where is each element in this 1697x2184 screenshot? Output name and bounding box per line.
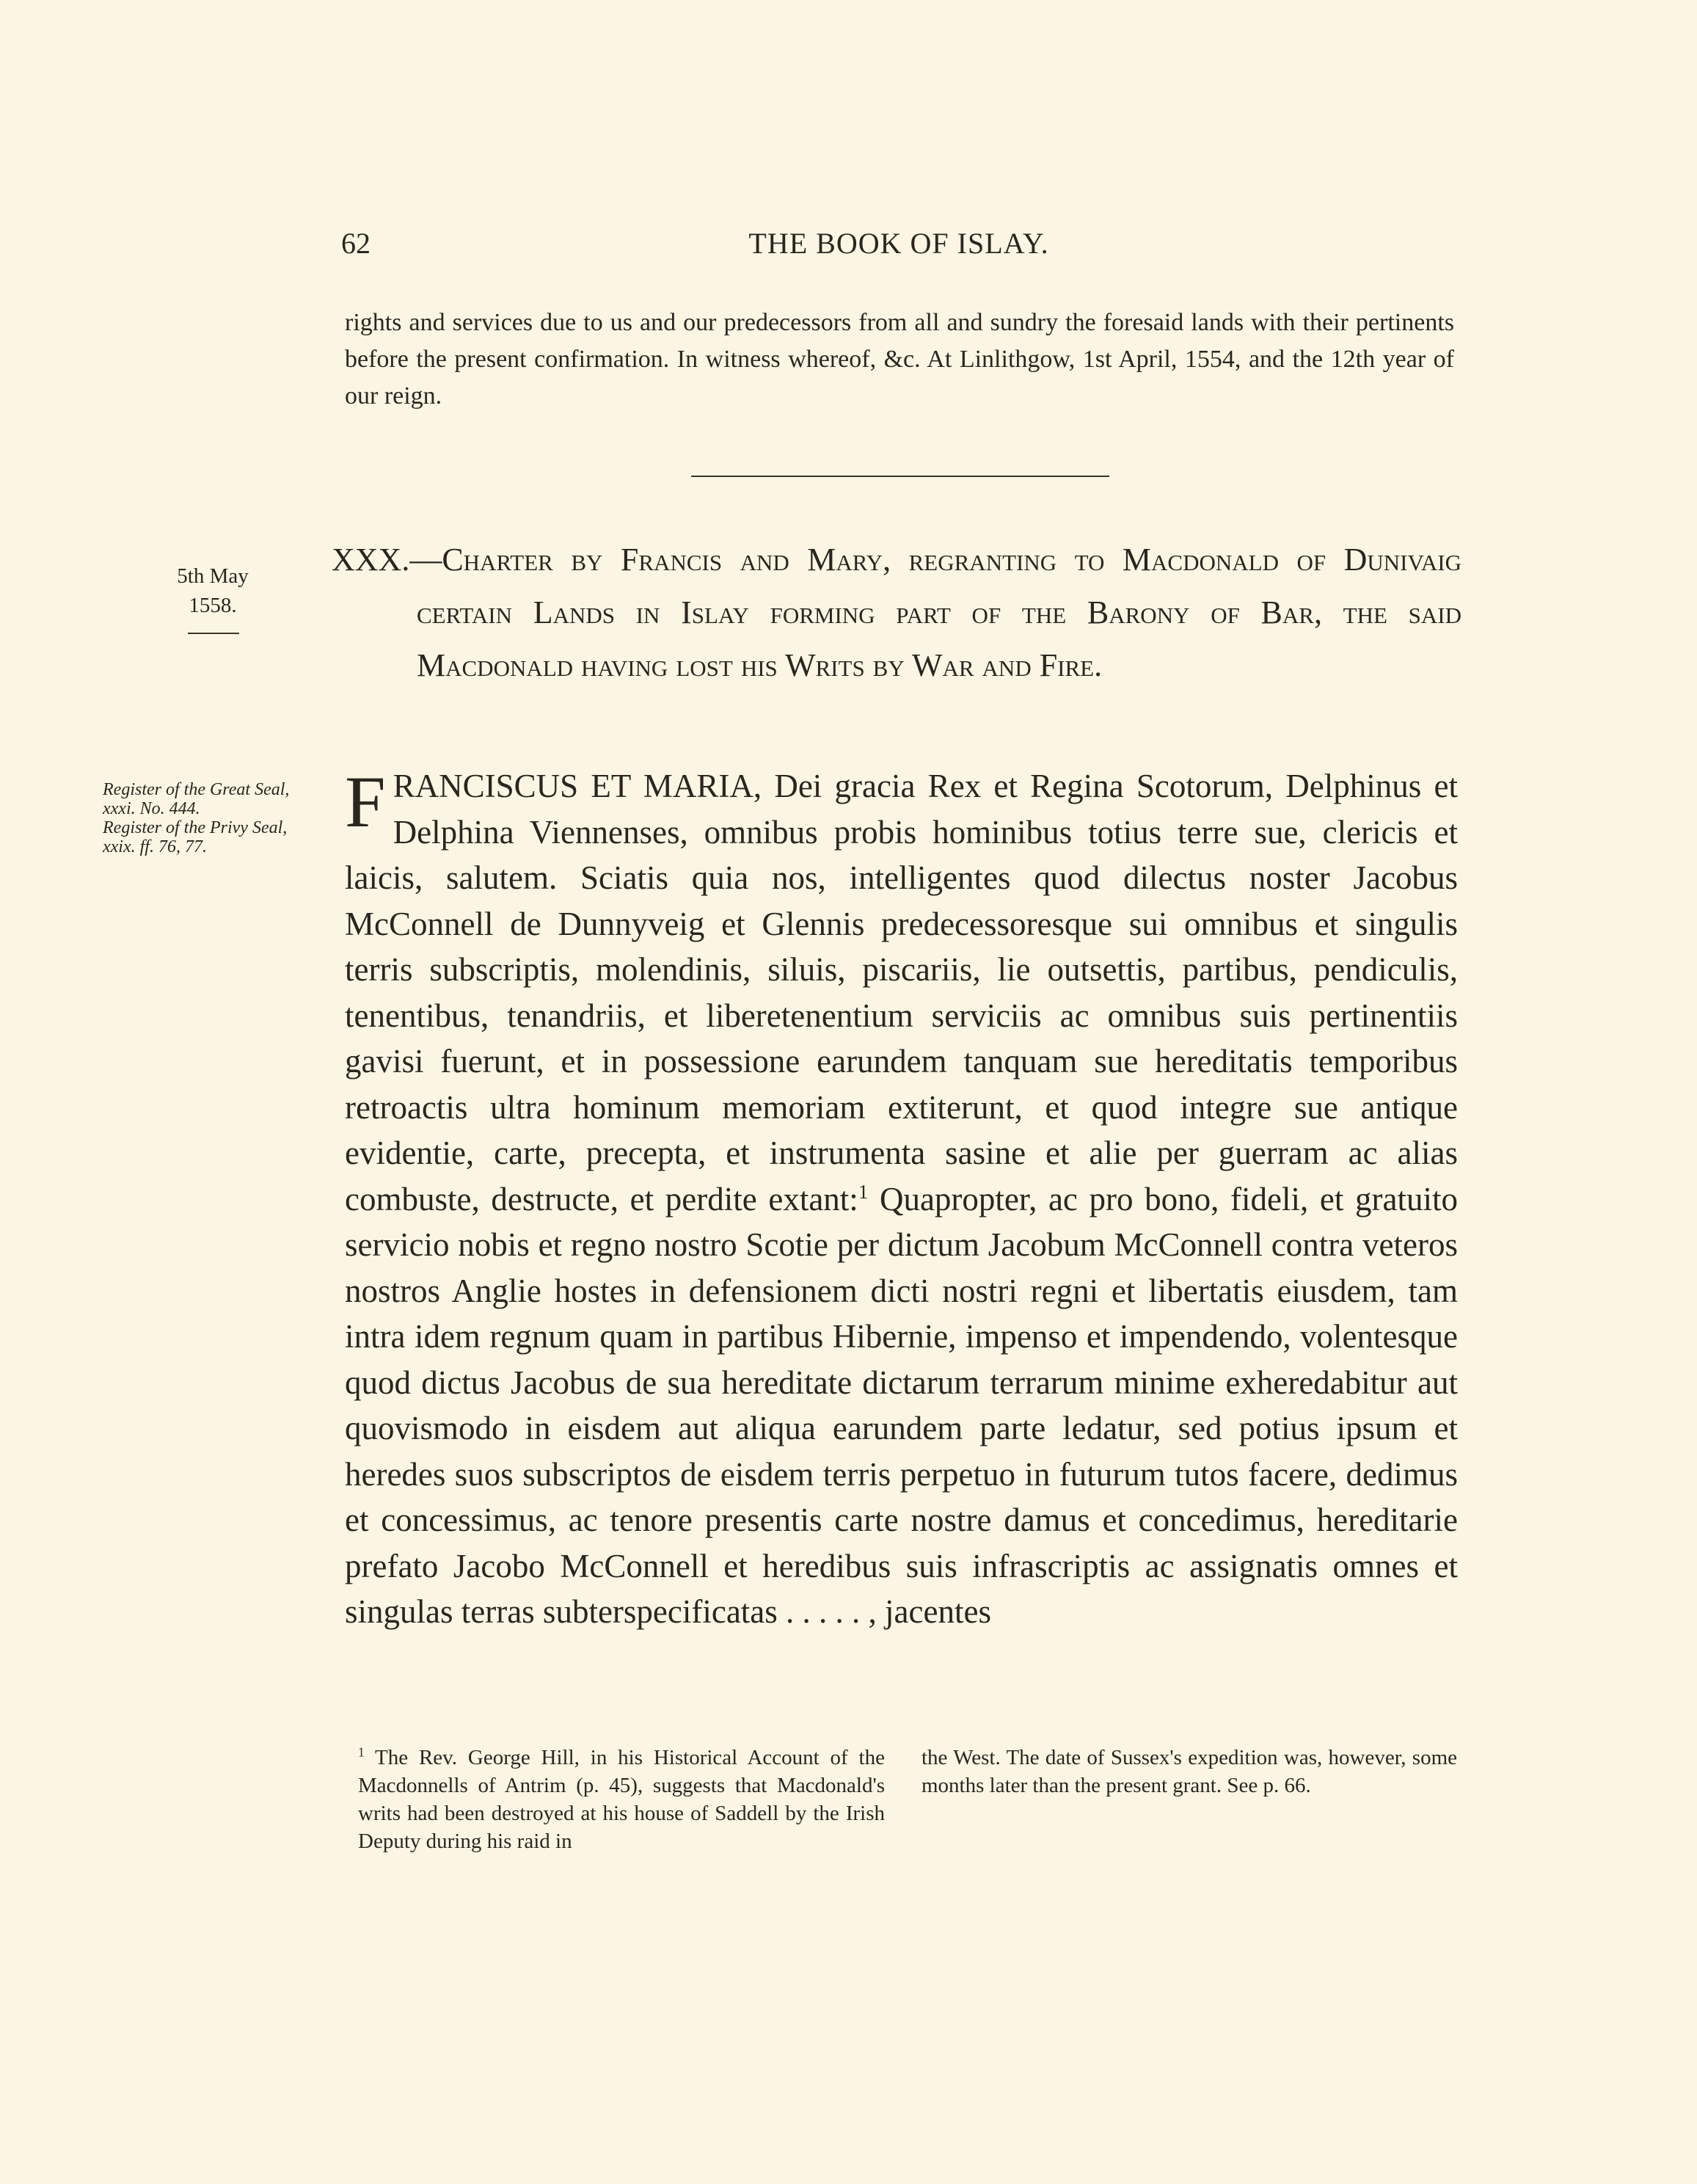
charter-text-part1: RANCISCUS ET MARIA, Dei gracia Rex et Regina Scotorum, Delphinus et Delphina Viennenses, omnibus probis hominibus totius terre sue, clericis et laicis, salutem. Sciatis quia nos, intelligentes quod dilectus noster Jacobus McConnell de Dunnyveig et Glennis predecessoresque sui omnibus et singulis terris subscriptis, molendinis, siluis, piscariis, lie outsettis, partibus, pendiculis, tenentibus, tenandriis, et liberetenentium serviciis ac omnibus suis pertinentiis gavisi fuerunt, et in possessione earundem tanquam sue hereditatis temporibus retroactis ultra hominum memoriam extiterunt, et quod integre sue antique evidentie, carte, precepta, et instrumenta sasine et alie per guerram ac alias combuste, destructe, et perdite extant: [345, 768, 1458, 1217]
footnote-column-left [358, 1744, 885, 1855]
charter-paragraph [345, 763, 1458, 1635]
margin-date-line2: 1558. [189, 594, 237, 617]
side-ref-privy-seal: Register of the Privy Seal, xxix. ff. 76, 77. [103, 818, 288, 856]
intro-text: rights and services due to us and our predecessors from all and sundry the foresaid lands with their pertinents before the present confirmation. In witness whereof, &c. At Linlithgow, 1st April, 1554, and the 12th year of our reign. [345, 309, 1454, 410]
footnote-marker: 1 [358, 1744, 365, 1760]
footnote-right-text: the West. The date of Sussex's expedition was, however, some months later than the present grant. See p. 66. [922, 1746, 1457, 1797]
side-references [103, 780, 323, 856]
charter-heading: XXX.—Charter by Francis and Mary, regranting to Macdonald of Dunivaig certain Lands in Islay forming part of the Barony of Bar, the said Macdonald having lost his Writs by War and Fire. [332, 542, 1461, 683]
footnote-left-body: The Rev. George Hill, in his Historical Account of the Macdonnells of Antrim (p. 45), suggests that Macdonald's writs had been destroyed at his house of Saddell by the Irish Deputy during his raid in [358, 1746, 885, 1853]
footnote-reference[interactable]: 1 [858, 1180, 869, 1203]
intro-paragraph [345, 305, 1454, 415]
page-number: 62 [341, 227, 371, 260]
charter-text-part2: Quapropter, ac pro bono, fideli, et gratuito servicio nobis et regno nostro Scotie per dictum Jacobum McConnell contra veteros nostros Anglie hostes in defensionem dicti nostri regni et libertatis eiusdem, tam intra idem regnum quam in partibus Hibernie, impenso et impendendo, volentesque quod dictus Jacobus de sua hereditate dictarum terrarum minime exheredabitur aut quovismodo in eisdem aut aliqua earundem parte ledatur, sed potius ipsum et heredes suos subscriptos de eisdem terris perpetuo in futurum tutos facere, dedimus et concessimus, ac tenore presentis carte nostre damus et concedimus, hereditarie prefato Jacobo McConnell et heredibus suis infrascriptis ac assignatis omnes et singulas terras subterspecificatas . . . . . , jacentes [345, 1180, 1458, 1630]
footnote-left-text [358, 1744, 885, 1855]
running-head [341, 228, 1456, 260]
footnote-column-right [922, 1744, 1457, 1799]
margin-date-rule [188, 633, 239, 634]
section-divider [691, 476, 1109, 477]
drop-cap: F [345, 761, 386, 842]
running-title: THE BOOK OF ISLAY. [748, 227, 1049, 260]
charter-body [345, 763, 1458, 1635]
margin-date [147, 561, 279, 620]
side-ref-great-seal: Register of the Great Seal, xxxi. No. 444. [103, 780, 290, 818]
margin-date-line1: 5th May [177, 564, 249, 588]
